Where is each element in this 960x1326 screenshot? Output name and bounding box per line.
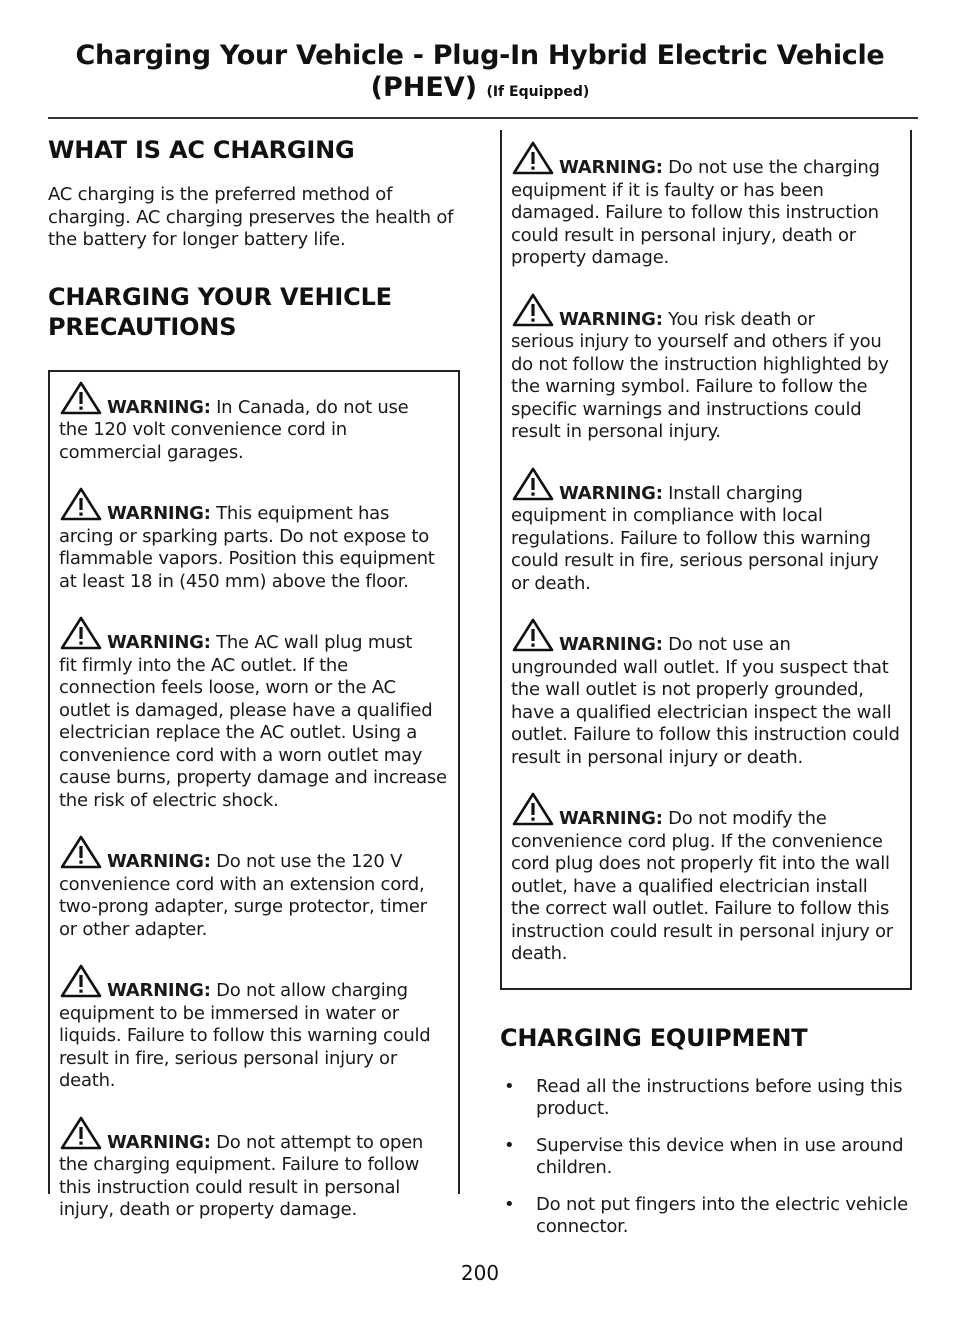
- list-item-text: Supervise this device when in use around children.: [536, 1134, 904, 1178]
- warning-body-text: the 120 volt convenience cord in commercial garages.: [59, 419, 347, 463]
- warning-triangle-icon: [511, 617, 555, 653]
- warning-label: WARNING:: [559, 308, 663, 330]
- warning-triangle-icon: [59, 615, 103, 651]
- warning-item: [511, 617, 901, 769]
- warning-body-text: arcing or sparking parts. Do not expose to flammable vapors. Position this equipment at least 18 in (450 mm) above the floor.: [59, 525, 435, 592]
- warning-item: [59, 615, 449, 812]
- warning-triangle-icon: [511, 140, 555, 176]
- warning-body-text: equipment if it is faulty or has been damaged. Failure to follow this instruction could result in personal injury, death or property damage.: [511, 179, 879, 268]
- warning-head-text: Do not use the charging: [668, 157, 880, 178]
- warning-head-text: Install charging: [668, 482, 803, 504]
- warning-head-text: In Canada, do not use: [216, 396, 409, 418]
- warning-label: WARNING:: [107, 632, 211, 653]
- warning-head-text: This equipment has: [216, 503, 390, 524]
- bullet-marker: •: [504, 1134, 515, 1156]
- warning-head-text: Do not allow charging: [216, 980, 408, 1001]
- warning-head-text: Do not use the 120 V: [216, 851, 403, 872]
- warning-triangle-icon: [511, 791, 555, 827]
- warning-label: WARNING:: [107, 980, 211, 1001]
- warning-item: [511, 791, 901, 966]
- page-number: 200: [460, 1261, 500, 1285]
- bullet-marker: •: [504, 1075, 515, 1097]
- warning-item: [59, 834, 449, 941]
- warning-triangle-icon: [59, 834, 103, 870]
- warning-triangle-icon: [511, 292, 555, 328]
- warning-body-text: convenience cord with an extension cord, two-prong adapter, surge protector, timer or other adapter.: [59, 873, 427, 940]
- warning-label: WARNING:: [559, 808, 663, 829]
- warning-triangle-icon: [59, 380, 103, 416]
- warning-triangle-icon: [59, 1115, 103, 1151]
- warning-item: [59, 380, 449, 465]
- warning-triangle-icon: [59, 963, 103, 999]
- warning-head-text: You risk death or: [668, 308, 815, 330]
- warning-box-right: [500, 130, 912, 990]
- warning-head-text: The AC wall plug must: [216, 632, 413, 653]
- warning-label: WARNING:: [107, 503, 211, 524]
- list-item: [500, 1194, 912, 1239]
- warning-item: [59, 1115, 449, 1222]
- precautions-heading-line2: PRECAUTIONS: [48, 312, 237, 341]
- page-title-suffix: (If Equipped): [486, 84, 590, 100]
- section-heading-precautions: [48, 282, 460, 342]
- bullet-marker: •: [504, 1193, 515, 1215]
- left-column: [48, 130, 460, 1220]
- list-item: [500, 1076, 912, 1121]
- right-column: [500, 130, 912, 1253]
- warning-item: [59, 486, 449, 593]
- warning-body-text: convenience cord plug. If the convenience cord plug does not properly fit into the wall outlet, have a qualified electrician install the correct wall outlet. Failure to follow this instruction could result in personal injury or death.: [511, 830, 893, 964]
- list-item-text: Read all the instructions before using this product.: [536, 1075, 903, 1119]
- warning-label: WARNING:: [559, 482, 663, 504]
- ac-charging-paragraph: AC charging is the preferred method of charging. AC charging preserves the health of the battery for longer battery life.: [48, 184, 454, 250]
- warning-body-text: the charging equipment. Failure to follow this instruction could result in personal injury, death or property damage.: [59, 1154, 420, 1220]
- warning-head-text: Do not use an: [668, 634, 791, 655]
- page-title-phev: (PHEV): [370, 72, 478, 103]
- page-title-line2: [0, 72, 960, 108]
- warning-box-left: [48, 370, 460, 1220]
- charging-equipment-list: [500, 1076, 912, 1239]
- page-title: Charging Your Vehicle - Plug-In Hybrid Electric Vehicle: [75, 40, 885, 71]
- precautions-heading-line1: CHARGING YOUR VEHICLE: [48, 282, 392, 311]
- warning-item: [511, 140, 901, 270]
- warning-body-text: equipment to be immersed in water or liquids. Failure to follow this warning could result in fire, serious personal injury or death.: [59, 1002, 431, 1091]
- warning-item: [511, 292, 901, 444]
- warning-triangle-icon: [59, 486, 103, 522]
- warning-label: WARNING:: [107, 1131, 211, 1153]
- warning-label: WARNING:: [559, 634, 663, 655]
- warning-head-text: Do not modify the: [668, 808, 827, 829]
- warning-item: [511, 466, 901, 596]
- warning-triangle-icon: [511, 466, 555, 502]
- section-heading-charging-equipment: CHARGING EQUIPMENT: [500, 1023, 808, 1052]
- list-item-text: Do not put fingers into the electric vehicle connector.: [536, 1193, 909, 1237]
- page-header: [0, 40, 960, 108]
- warning-item: [59, 963, 449, 1093]
- warning-body-text: equipment in compliance with local regulations. Failure to follow this warning could result in fire, serious personal injury or death.: [511, 505, 879, 594]
- warning-body-text: fit firmly into the AC outlet. If the connection feels loose, worn or the AC outlet is damaged, please have a qualified electrician replace the AC outlet. Using a convenience cord with a worn outlet may cause burns, property damage and increase the risk of electric shock.: [59, 654, 447, 811]
- section-heading-ac-charging: WHAT IS AC CHARGING: [48, 136, 355, 164]
- warning-label: WARNING:: [107, 396, 211, 418]
- header-divider: [48, 117, 918, 119]
- warning-head-text: Do not attempt to open: [216, 1131, 424, 1153]
- warning-label: WARNING:: [107, 851, 211, 872]
- warning-label: WARNING:: [559, 157, 663, 178]
- warning-body-text: serious injury to yourself and others if you do not follow the instruction highlighted by the warning symbol. Failure to follow the specific warnings and instructions could result in personal injury.: [511, 331, 889, 442]
- warning-body-text: ungrounded wall outlet. If you suspect that the wall outlet is not properly grounded, have a qualified electrician inspect the wall outlet. Failure to follow this instruction could result in personal injury or death.: [511, 656, 900, 768]
- list-item: [500, 1135, 912, 1180]
